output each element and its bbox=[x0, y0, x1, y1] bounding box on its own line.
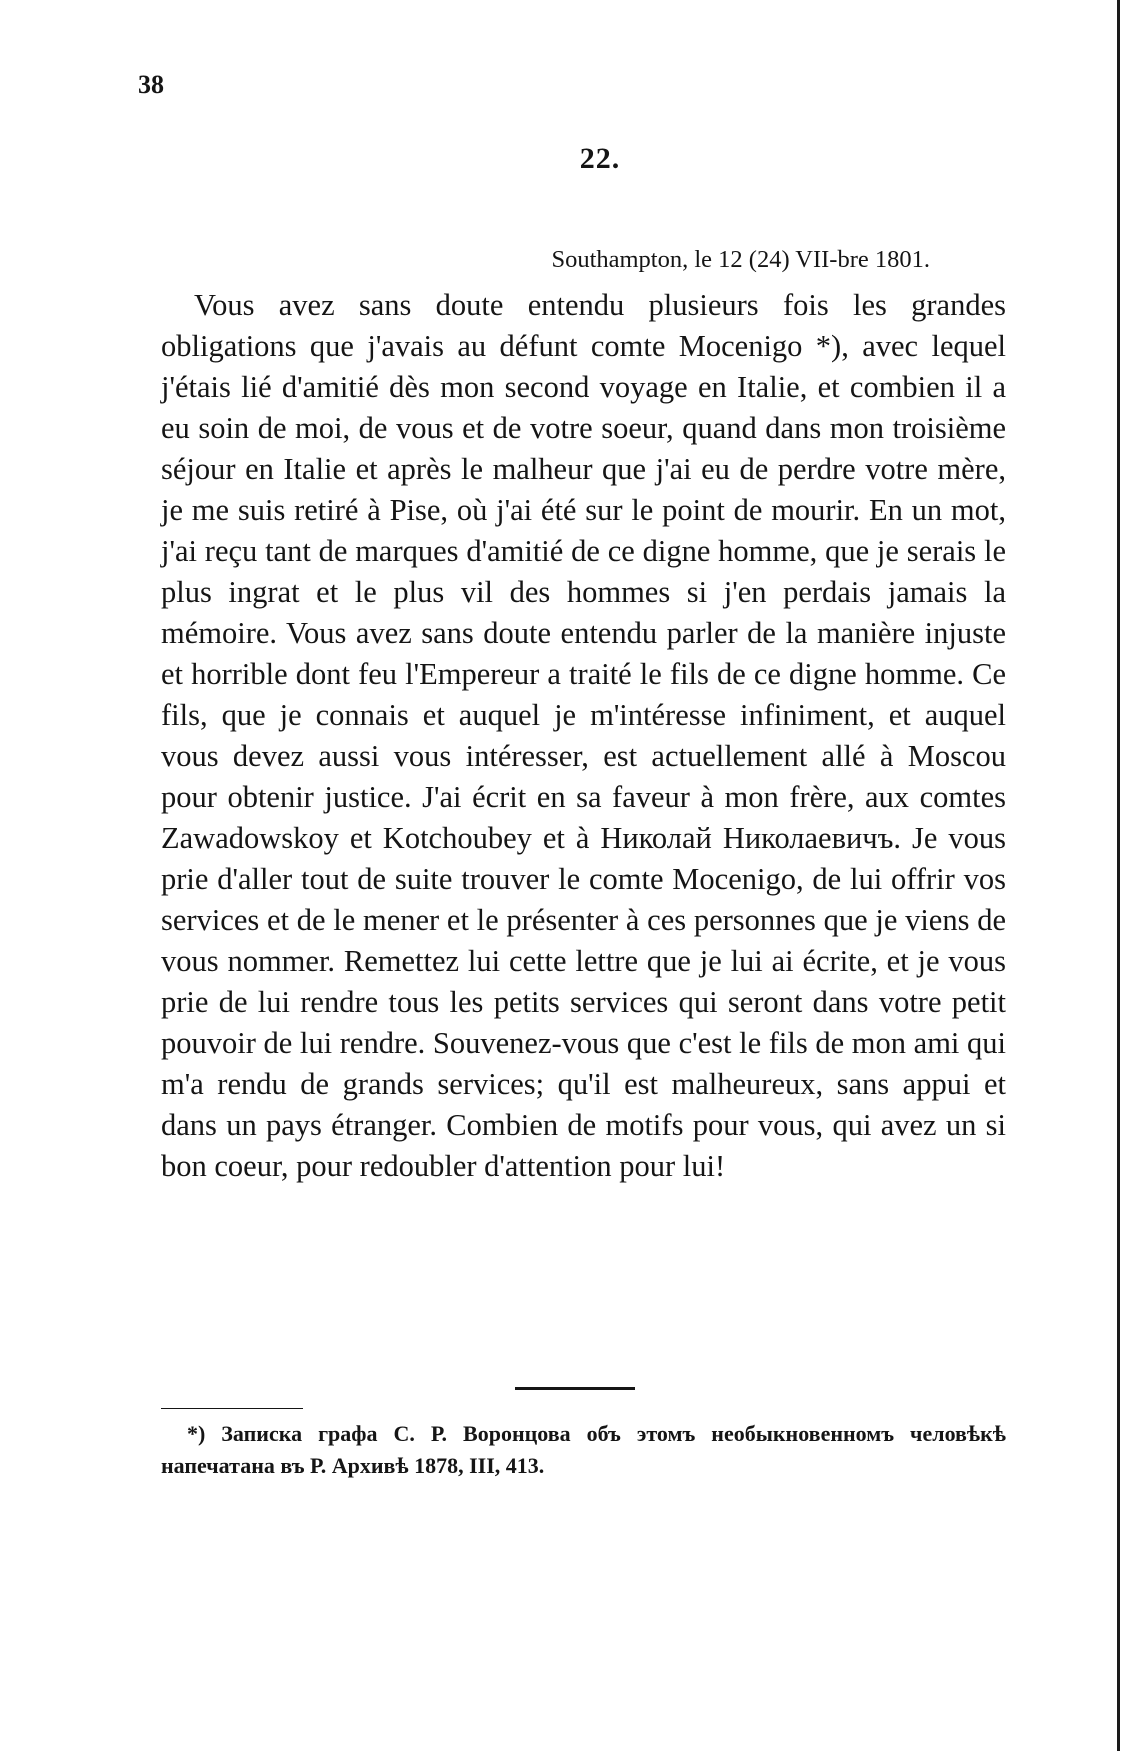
scan-edge bbox=[1117, 0, 1120, 1751]
letter-body: Vous avez sans doute entendu plusieurs fois les grandes obligations que j'avais au défunt comte Mocenigo *), avec lequel j'étais lié d'amitié dès mon second voyage en Italie, et combien il a eu soin de moi, de vous et de votre soeur, quand dans mon troisième séjour en Italie et après le malheur que j'ai eu de perdre votre mère, je me suis retiré à Pise, où j'ai été sur le point de mourir. En un mot, j'ai reçu tant de marques d'amitié de ce digne homme, que je serais le plus ingrat et le plus vil des hommes si j'en perdais jamais la mémoire. Vous avez sans doute entendu parler de la manière injuste et horrible dont feu l'Empereur a traité le fils de ce digne homme. Ce fils, que je connais et auquel je m'intéresse infiniment, et auquel vous devez aussi vous intéresser, est actuellement allé à Moscou pour obtenir justice. J'ai écrit en sa faveur à mon frère, aux comtes Zawadowskoy et Kotchoubey et à Николай Николаевичъ. Je vous prie d'aller tout de suite trouver le comte Mocenigo, de lui offrir vos services et de le mener et le présenter à ces personnes que je viens de vous nommer. Remettez lui cette lettre que je lui ai écrite, et je vous prie de lui rendre tous les petits services qui seront dans votre petit pouvoir de lui rendre. Souvenez-vous que c'est le fils de mon ami qui m'a rendu de grands services; qu'il est malheureux, sans appui et dans un pays étranger. Combien de motifs pour vous, qui avez un si bon coeur, pour redoubler d'attention pour lui! bbox=[161, 288, 1006, 1183]
section-divider bbox=[515, 1387, 635, 1390]
footnote: *) Записка графа С. Р. Воронцова объ этомъ необыкновенномъ человѣкѣ напечатана въ Р. Архивѣ 1878, III, 413. bbox=[161, 1421, 1006, 1478]
letter-number: 22. bbox=[579, 142, 621, 175]
page-number: 38 bbox=[138, 70, 164, 99]
dateline: Southampton, le 12 (24) VII-bre 1801. bbox=[551, 246, 930, 273]
footnote-rule bbox=[161, 1408, 303, 1409]
